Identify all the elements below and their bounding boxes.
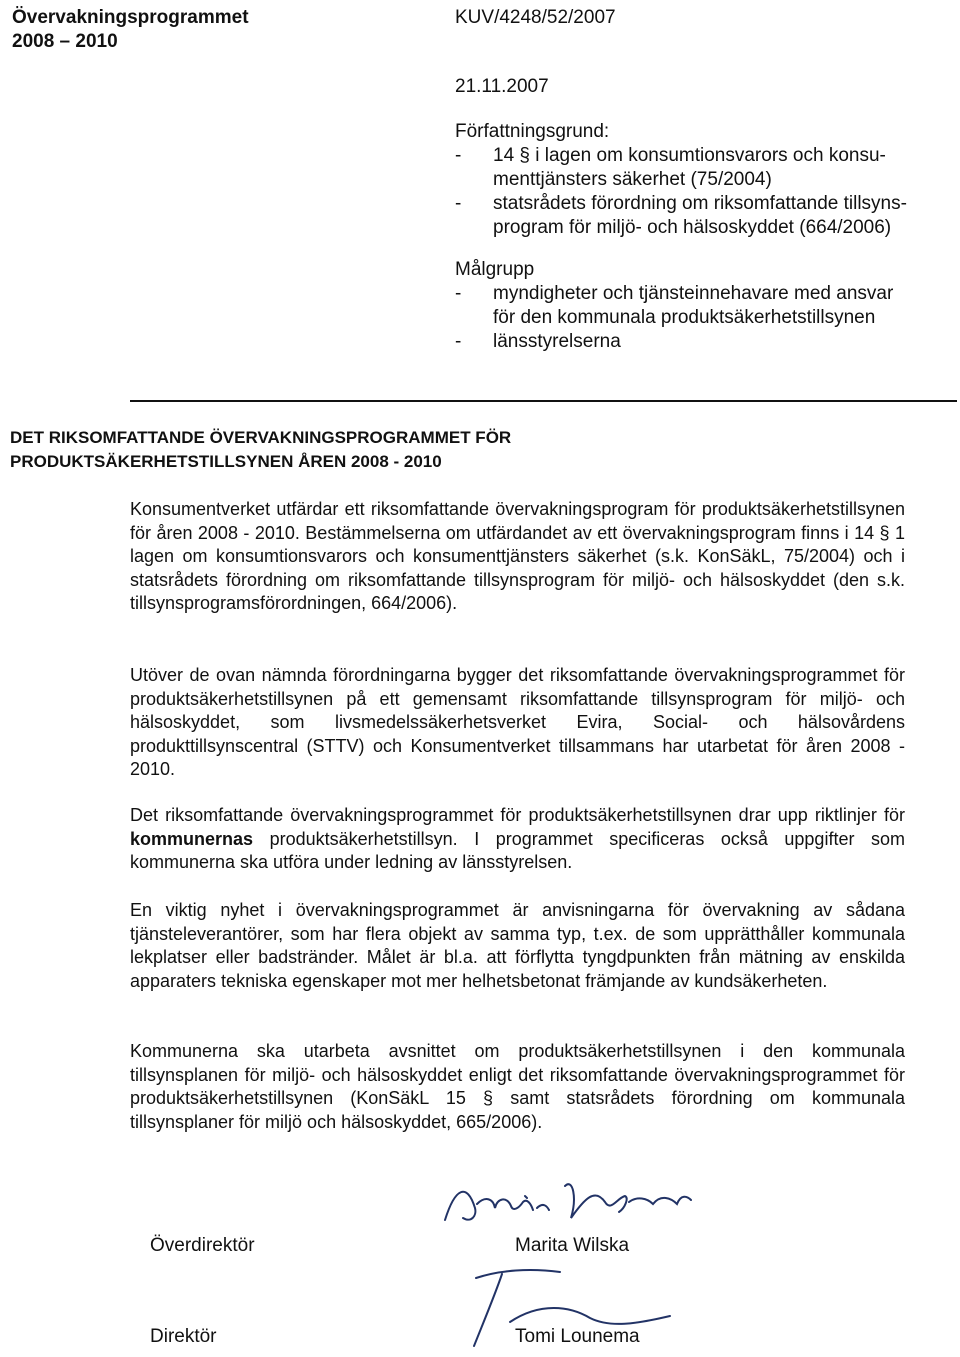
paragraph-3-text: Det riksomfattande övervakningsprogrammet för produktsäkerhetstillsynen drar upp riktlinjer för [130, 805, 905, 825]
list-item [455, 330, 945, 354]
list-item-line: menttjänsters säkerhet (75/2004) [493, 169, 772, 190]
list-dash: - [455, 193, 462, 214]
list-dash: - [455, 283, 462, 304]
signature-marita-wilska [415, 1168, 715, 1238]
list-item-line: 14 § i lagen om konsumtionsvarors och konsu- [493, 145, 886, 166]
reference-number: KUV/4248/52/2007 [455, 7, 616, 28]
list-item [455, 282, 945, 330]
signer-1-title: Överdirektör [150, 1235, 255, 1256]
main-heading-line2: PRODUKTSÄKERHETSTILLSYNEN ÅREN 2008 - 2010 [10, 452, 442, 471]
target-group-label: Målgrupp [455, 259, 535, 280]
statutory-basis-section [455, 120, 945, 240]
paragraph-1: Konsumentverket utfärdar ett riksomfattande övervakningsprogram för produktsäkerhetstillsynen för åren 2008 - 2010. Bestämmelserna om utfärdandet av ett övervakningsprogram finns i 14 § 1 lagen om konsumtionsvarors och konsumenttjänsters säkerhet (s.k. KonSäkL, 75/2004) och i statsrådets förordning om riksomfattande tillsynsprogram för miljö- och hälsoskyddet (den s.k. tillsynsprogramsförordningen, 664/2006). [130, 499, 905, 613]
list-item [455, 192, 945, 240]
paragraph-3 [130, 804, 905, 875]
statutory-basis-label: Författningsgrund: [455, 121, 610, 142]
program-title-line1: Övervakningsprogrammet [12, 7, 249, 28]
paragraph-3-text: produktsäkerhetstillsyn. I programmet specificeras också uppgifter som kommunerna ska utföra under ledning av länsstyrelsen. [130, 828, 905, 872]
list-item-line: myndigheter och tjänsteinnehavare med ansvar [493, 283, 894, 304]
paragraph-5: Kommunerna ska utarbeta avsnittet om produktsäkerhetstillsynen i den kommunala tillsynsplanen för miljö- och hälsoskyddet enligt det riksomfattande övervakningsprogrammet för produktsäkerhetstillsynen (KonSäkL 15 § samt statsrådets förordning om kommunala tillsynsplaner för miljö och hälsoskyddet, 665/2006). [130, 1041, 905, 1132]
target-group-section [455, 258, 945, 354]
list-item-line: statsrådets förordning om riksomfattande tillsyns- [493, 193, 907, 214]
program-title-line2: 2008 – 2010 [12, 31, 118, 52]
list-item-line: för den kommunala produktsäkerhetstillsynen [493, 307, 876, 328]
section-divider [130, 400, 957, 402]
list-item-line: länsstyrelserna [493, 331, 621, 352]
list-dash: - [455, 331, 462, 352]
paragraph-2: Utöver de ovan nämnda förordningarna bygger det riksomfattande övervakningsprogrammet för produktsäkerhetstillsynen på ett gemensamt riksomfattande tillsynsprogram för miljö- och hälsoskyddet, som livsmedelssäkerhetsverket Evira, Social- och hälsovårdens produkttillsynscentral (STTV) och Konsumentverket tillsammans har utarbetat för åren 2008 - 2010. [130, 665, 905, 779]
signer-1-name: Marita Wilska [515, 1235, 630, 1256]
paragraph-4: En viktig nyhet i övervakningsprogrammet är anvisningarna för övervakning av sådana tjänsteleverantörer, som har flera objekt av samma typ, t.ex. de som upprätthåller kommunala lekplatser eller badstränder. Målet är bl.a. att förflytta tyngdpunkten från mätning av enskilda apparaters tekniska egenskaper mot mer helhetsbetonat främjande av kundsäkerheten. [130, 900, 905, 991]
program-title [12, 6, 249, 54]
paragraph-3-emphasis: kommunernas [130, 828, 254, 849]
list-item [455, 144, 945, 192]
main-heading-line1: DET RIKSOMFATTANDE ÖVERVAKNINGSPROGRAMMET FÖR [10, 428, 512, 447]
main-heading [10, 426, 511, 474]
document-date: 21.11.2007 [455, 76, 549, 97]
signer-2-name: Tomi Lounema [515, 1326, 640, 1347]
list-dash: - [455, 145, 462, 166]
signer-2-title: Direktör [150, 1326, 217, 1347]
list-item-line: program för miljö- och hälsoskyddet (664/2006) [493, 217, 892, 238]
